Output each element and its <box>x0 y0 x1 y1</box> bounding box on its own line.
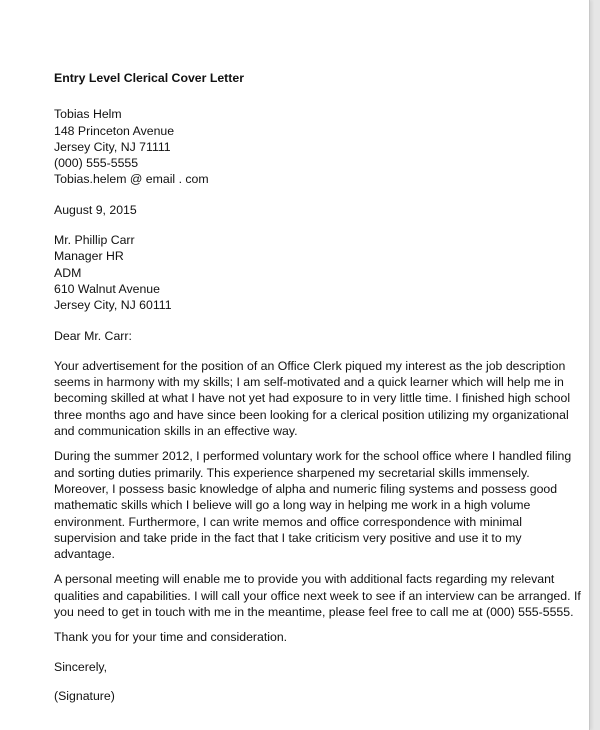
paragraph-line: supervision and take pride in the fact that I take criticism very positive and use it to my <box>54 530 522 545</box>
letter-body <box>54 70 581 717</box>
paragraph-1 <box>54 358 574 439</box>
paragraph-line: seems in harmony with my skills; I am self-motivated and a quick learner which will help me in <box>54 375 564 390</box>
sender-address <box>54 106 574 187</box>
paragraph-line: Your advertisement for the position of an Office Clerk piqued my interest as the job description <box>54 358 566 373</box>
paragraph-line: mathematic skills which I believe will go a long way in helping me work in a high volume <box>54 498 531 513</box>
sender-email: Tobias.helem @ email . com <box>54 172 209 187</box>
sender-street: 148 Princeton Avenue <box>54 123 175 138</box>
paragraph-line: you need to get in touch with me in the meantime, please feel free to call me at (000) 555-5555. <box>54 605 574 620</box>
letter-date: August 9, 2015 <box>54 202 137 217</box>
recipient-title: Manager HR <box>54 249 124 264</box>
sender-phone: (000) 555-5555 <box>54 156 139 171</box>
recipient-company: ADM <box>54 265 82 280</box>
paragraph-line: and sorting duties primarily. This experience sharpened my secretarial skills immensely. <box>54 465 530 480</box>
recipient-address <box>54 232 574 313</box>
paragraph-3 <box>54 571 581 620</box>
paragraph-line: three months ago and have since been looking for a clerical position utilizing my organizational <box>54 407 569 422</box>
paragraph-line: During the summer 2012, I performed voluntary work for the school office where I handled filing <box>54 449 572 464</box>
paragraph-2 <box>54 448 574 562</box>
sender-city: Jersey City, NJ 71111 <box>54 139 171 154</box>
letter-title: Entry Level Clerical Cover Letter <box>54 71 244 85</box>
salutation: Dear Mr. Carr: <box>54 328 132 343</box>
paragraph-line: Moreover, I possess basic knowledge of alpha and numeric filing systems and possess good <box>54 481 558 496</box>
paragraph-line: qualities and capabilities. I will call your office next week to see if an interview can be arranged. If <box>54 588 581 603</box>
sender-name: Tobias Helm <box>54 107 122 122</box>
recipient-street: 610 Walnut Avenue <box>54 281 160 296</box>
paragraph-line: A personal meeting will enable me to provide you with additional facts regarding my relevant <box>54 572 555 587</box>
paragraph-line: advantage. <box>54 547 115 562</box>
paragraph-line: environment. Furthermore, I can write memos and office correspondence with minimal <box>54 514 522 529</box>
paragraph-line: and communication skills in an effective way. <box>54 424 298 439</box>
paragraph-line: becoming skilled at what I have not yet had exposure to in very little time. I finished high school <box>54 391 571 406</box>
signature-line: (Signature) <box>54 688 115 703</box>
thanks-line: Thank you for your time and consideration. <box>54 630 288 645</box>
recipient-city: Jersey City, NJ 60111 <box>54 298 172 313</box>
closing-line: Sincerely, <box>54 659 108 674</box>
recipient-name: Mr. Phillip Carr <box>54 233 135 248</box>
